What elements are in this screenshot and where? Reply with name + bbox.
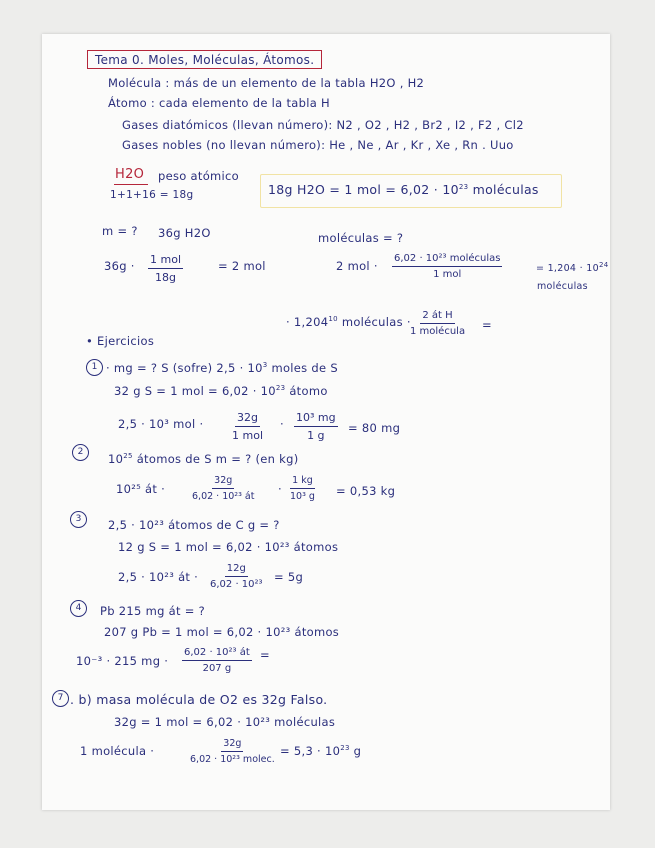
- exercise-2-question: $10^{25}$ átomos de S m = ? (en kg): [108, 452, 299, 466]
- atoms-calc: · $1,204^{10}$ moléculas ·: [286, 315, 411, 329]
- mass-question: m = ?: [102, 224, 138, 238]
- h2o-underline: [114, 184, 148, 185]
- exercise-3-equivalence: 12 g S = 1 mol = 6,02 · 10²³ átomos: [118, 540, 339, 554]
- exercise-7-question: . b) masa molécula de O2 es 32g Falso.: [70, 692, 328, 707]
- def-gases-diatomicos: Gases diatómicos (llevan número): N2 , O2 , H2 , Br2 , I2 , F2 , Cl2: [122, 118, 524, 132]
- ejercicios-heading: • Ejercicios: [86, 334, 155, 348]
- def-atomo: Átomo : cada elemento de la tabla H: [108, 96, 330, 110]
- exercise-1-number: 1: [86, 359, 103, 376]
- exercise-2-fraction-1: $\frac{32g}{\text{6,02 · 10²³ át}}$: [192, 475, 255, 502]
- notebook-page: [42, 34, 610, 810]
- exercise-7-equivalence: 32g = 1 mol = 6,02 · 10²³ moléculas: [114, 715, 336, 729]
- def-molecula: Molécula : más de un elemento de la tabla H2O , H2: [108, 76, 425, 90]
- atoms-fraction: 2 át H 1 molécula: [410, 310, 466, 337]
- exercise-3-number: 3: [70, 511, 87, 528]
- calc-left-fraction: 1 mol 18g: [150, 253, 181, 284]
- peso-atomico-label: peso atómico: [158, 169, 240, 183]
- exercise-1-result: = 80 mg: [348, 421, 401, 435]
- exercise-2-calc-prefix: 10²⁵ át ·: [116, 482, 166, 496]
- exercise-3-fraction: $\frac{12g}{\text{6,02 · 10²³}}$: [210, 563, 263, 590]
- exercise-4-result: =: [260, 648, 270, 662]
- exercise-1-calc-prefix: 2,5 · 10³ mol ·: [118, 417, 204, 431]
- calc-right-fraction: 6,02 · 10²³ moléculas 1 mol: [394, 253, 501, 280]
- atoms-equals: =: [482, 318, 492, 332]
- exercise-3-result: = 5g: [274, 570, 304, 584]
- exercise-2-fraction-2: $\frac{1 kg}{\text{10³ g}}$: [290, 475, 315, 502]
- calc-right-prefix: 2 mol ·: [336, 259, 378, 273]
- exercise-1-dot: ·: [280, 417, 284, 431]
- exercise-2-result: = 0,53 kg: [336, 484, 396, 498]
- exercise-7-result: = $5,3 \cdot 10^{23}$ g: [280, 744, 362, 758]
- exercise-4-calc-prefix: 10⁻³ · 215 mg ·: [76, 654, 169, 668]
- exercise-2-number: 2: [72, 444, 89, 461]
- def-gases-nobles: Gases nobles (no llevan número): He , Ne , Ar , Kr , Xe , Rn . Uuo: [122, 138, 514, 152]
- exercise-4-fraction: $\frac{\text{6,02 · 10²³ át}}{207 g}$: [184, 647, 250, 674]
- exercise-7-fraction: 32g 6,02 · 10²³ molec.: [190, 738, 275, 765]
- page-title-box: [87, 50, 322, 69]
- h2o-equivalence: 18g H2O = 1 mol = $6,02 \cdot 10^{23}$ moléculas: [268, 182, 539, 197]
- molecules-question: moléculas = ?: [318, 231, 404, 245]
- exercise-1-fraction-1: 32g 1 mol: [232, 411, 263, 442]
- exercise-3-question: 2,5 · 10²³ átomos de C g = ?: [108, 518, 280, 532]
- exercise-7-calc-prefix: 1 molécula ·: [80, 744, 155, 758]
- page-title: Tema 0. Moles, Moléculas, Átomos.: [95, 53, 315, 67]
- exercise-4-equivalence: 207 g Pb = 1 mol = 6,02 · 10²³ átomos: [104, 625, 340, 639]
- calc-right-result: = $1,204 \cdot 10^{24}$: [536, 260, 609, 274]
- exercise-1-equivalence: 32 g S = 1 mol = $6,02 \cdot 10^{23}$ átomo: [114, 384, 328, 398]
- calc-left-prefix: 36g ·: [104, 259, 135, 273]
- calc-left-result: = 2 mol: [218, 259, 266, 273]
- exercise-1-fraction-2: $\frac{\text{10³ mg}}{1 g}$: [296, 411, 336, 442]
- exercise-1-question: · mg = ? S (sofre) $2,5 \cdot 10^3$ moles de S: [106, 361, 338, 375]
- exercise-3-calc-prefix: 2,5 · 10²³ át ·: [118, 570, 199, 584]
- exercise-4-number: 4: [70, 600, 87, 617]
- exercise-7-number: 7: [52, 690, 69, 707]
- exercise-4-question: Pb 215 mg át = ?: [100, 604, 206, 618]
- mass-value: 36g H2O: [158, 226, 211, 240]
- exercise-2-dot: ·: [278, 482, 282, 496]
- peso-sum: 1+1+16 = 18g: [110, 189, 194, 201]
- h2o-formula: H2O: [115, 167, 145, 182]
- calc-right-unit: moléculas: [537, 281, 588, 292]
